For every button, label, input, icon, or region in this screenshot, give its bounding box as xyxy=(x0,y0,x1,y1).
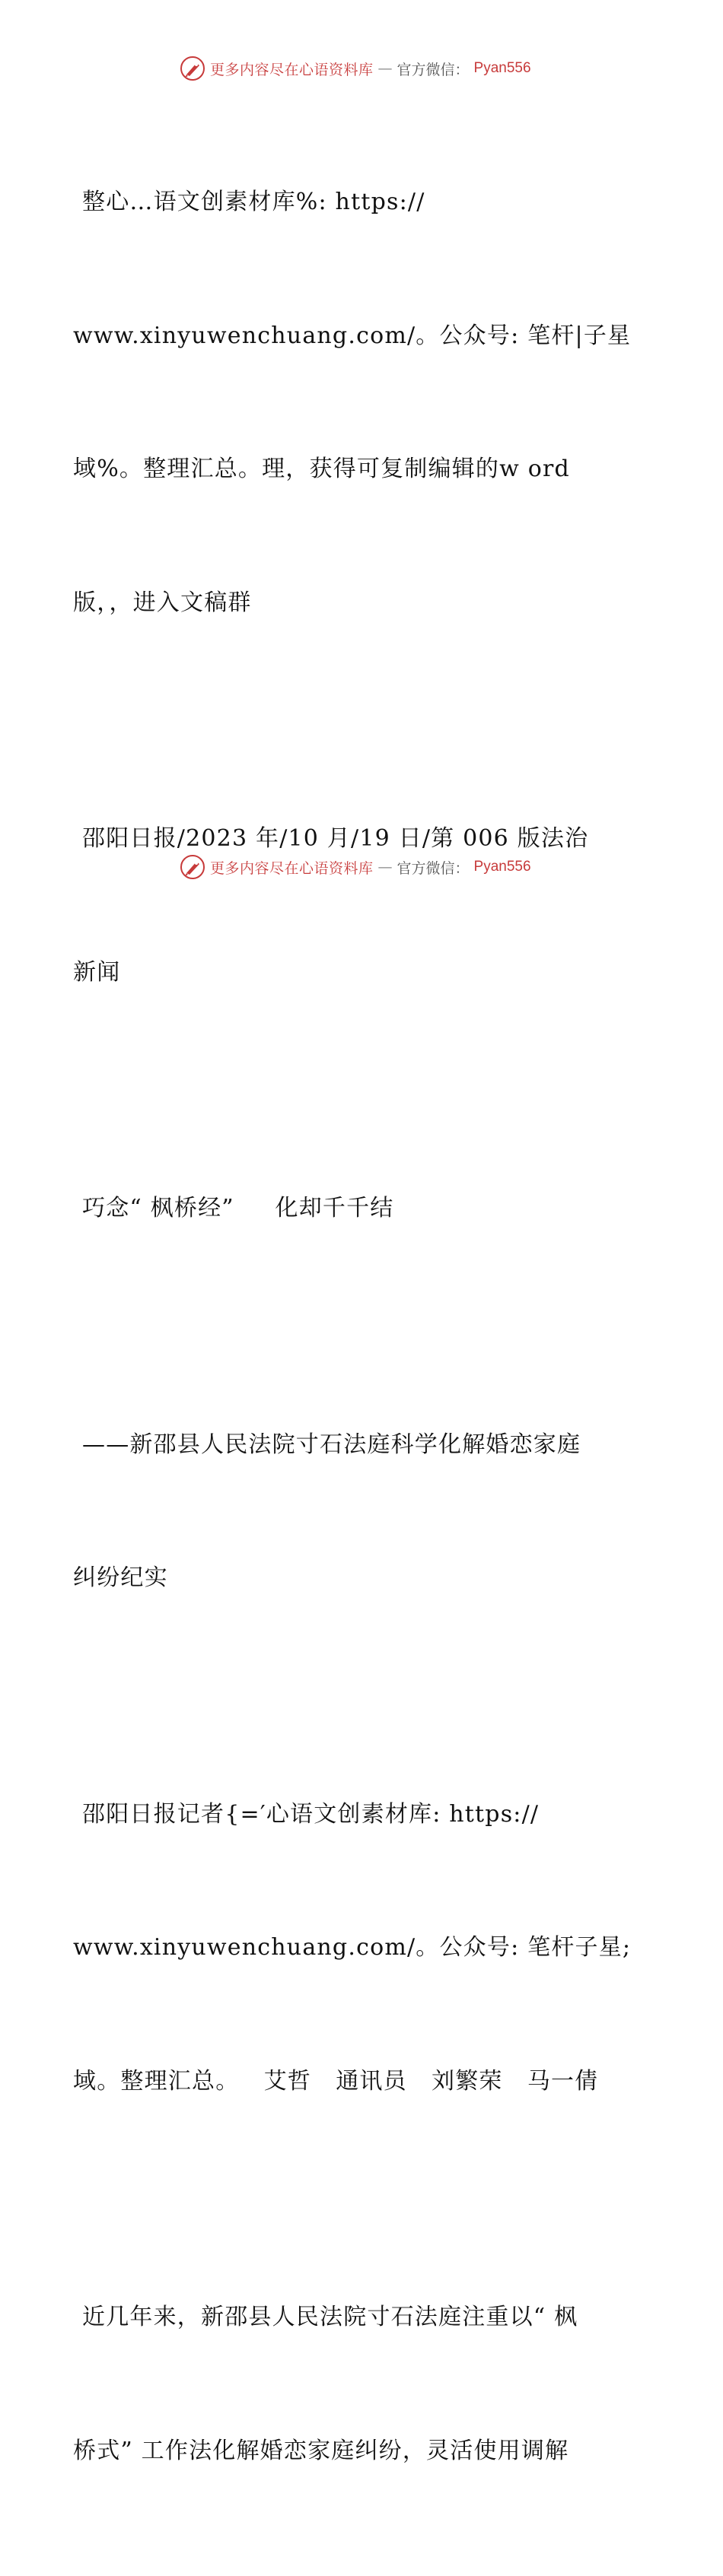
article-title xyxy=(73,1097,651,1320)
text-line: 域%。整理汇总。理，获得可复制编辑的w ord xyxy=(73,456,570,482)
article-subtitle xyxy=(73,1334,651,1690)
banner-separator: — xyxy=(377,859,393,875)
text-line: 域。整理汇总。 艾哲 通讯员 刘繁荣 马一倩 xyxy=(73,2067,599,2095)
text-line: 邵阳日报/2023 年/10 月/19 日/第 006 版法治 xyxy=(82,825,589,852)
text-line: 近几年来，新邵县人民法院寸石法庭注重以“ 枫 xyxy=(82,2304,578,2330)
banner-official-label: 官方微信： xyxy=(397,61,470,78)
pen-nib-logo-icon xyxy=(180,854,205,880)
text-line: 版，，进入文稿群 xyxy=(73,589,252,616)
header-watermark-banner xyxy=(180,53,545,84)
banner-wechat-handle: Pyan556 xyxy=(473,859,531,875)
text-line: 桥式” 工作法化解婚恋家庭纠纷，灵活使用调解 xyxy=(73,2437,569,2464)
banner-official-label: 官方微信： xyxy=(397,859,470,877)
text-line: 巧念“ 枫桥经” 化却千千结 xyxy=(82,1195,394,1221)
pen-nib-logo-icon xyxy=(180,56,205,81)
banner-wechat-handle: Pyan556 xyxy=(473,60,531,76)
banner-separator: — xyxy=(377,60,393,77)
paragraph-byline xyxy=(73,1704,651,2193)
banner-site-text: 更多内容尽在心语资料库 xyxy=(210,61,374,78)
text-line: 整心…语文创素材库%: https:// xyxy=(82,189,425,215)
document-body xyxy=(73,91,651,2576)
paragraph-source-notice xyxy=(73,91,651,714)
paragraph-body xyxy=(73,2206,651,2562)
paragraph-publication-info xyxy=(73,728,651,1084)
text-line: www.xinyuwenchuang.com/。公众号: 笔杆子星; xyxy=(73,1934,632,1961)
footer-watermark-banner xyxy=(180,852,545,882)
banner-site-text: 更多内容尽在心语资料库 xyxy=(210,859,374,877)
text-line: ——新邵县人民法院寸石法庭科学化解婚恋家庭 xyxy=(82,1431,581,1458)
text-line: www.xinyuwenchuang.com/。公众号: 笔杆|子星 xyxy=(73,322,632,349)
text-line: 邵阳日报记者{=′心语文创素材库: https:// xyxy=(82,1800,540,1828)
text-line: 纠纷纪实 xyxy=(73,1564,168,1591)
text-line: 新闻 xyxy=(73,958,121,986)
